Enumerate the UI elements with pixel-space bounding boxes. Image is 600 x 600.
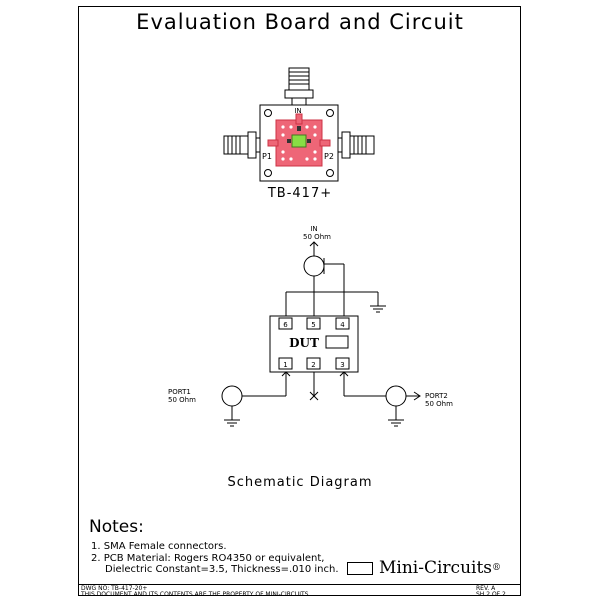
ground-icon [224, 420, 240, 426]
ground-icon [370, 306, 386, 312]
pin-p2-label: P2 [324, 152, 334, 161]
sma-connector-p2 [336, 132, 374, 158]
schematic-diagram [168, 225, 453, 426]
in-connector-icon [304, 256, 324, 276]
logo-text: Mini-Circuits [379, 558, 493, 578]
mount-hole-icon [327, 170, 334, 177]
mount-hole-icon [265, 110, 272, 117]
note-2-cont: Dielectric Constant=3.5, Thickness=.010 inch. [105, 564, 339, 575]
port1-impedance: 50 Ohm [168, 396, 196, 404]
port1-label: PORT1 [168, 388, 191, 396]
port2-impedance: 50 Ohm [425, 400, 453, 408]
sma-connector-in [285, 68, 313, 106]
footer-bar [78, 584, 521, 597]
in-label: IN [310, 225, 318, 233]
evaluation-board [224, 68, 374, 181]
sheet-number: SH 2 OF 2 [476, 591, 506, 598]
schematic-caption: Schematic Diagram [227, 475, 373, 490]
logo-registered-mark: ® [492, 563, 502, 573]
revision: REV. A [476, 585, 496, 592]
in-impedance: 50 Ohm [303, 233, 331, 241]
note-2: 2. PCB Material: Rogers RO4350 or equivalent, [91, 553, 325, 564]
dut-label: DUT [289, 336, 319, 350]
ground-icon [388, 420, 404, 426]
mount-hole-icon [265, 170, 272, 177]
pin-1: 1 [283, 361, 288, 369]
port1-connector-icon [222, 386, 242, 406]
note-1: 1. SMA Female connectors. [91, 541, 227, 552]
mount-hole-icon [327, 110, 334, 117]
pin-4: 4 [340, 321, 345, 329]
chip-icon [347, 562, 373, 575]
sma-connector-p1 [224, 132, 262, 158]
board-model-label: TB-417+ [267, 186, 333, 201]
port2-label: PORT2 [425, 392, 448, 400]
pin-3: 3 [340, 361, 345, 369]
page-title: Evaluation Board and Circuit [136, 10, 464, 34]
port2-connector-icon [386, 386, 406, 406]
pin-p1-label: P1 [262, 152, 272, 161]
pin-6: 6 [283, 321, 288, 329]
drawing-number: DWG NO: TB-417-20+ [81, 585, 148, 592]
dut-footprint [292, 135, 306, 147]
pin-2: 2 [311, 361, 316, 369]
mini-circuits-logo [347, 558, 501, 578]
property-notice: THIS DOCUMENT AND ITS CONTENTS ARE THE PROPERTY OF MINI-CIRCUITS. [81, 591, 311, 598]
pin-in-label: IN [294, 107, 302, 115]
pin-5: 5 [311, 321, 316, 329]
notes-title: Notes: [89, 517, 144, 537]
